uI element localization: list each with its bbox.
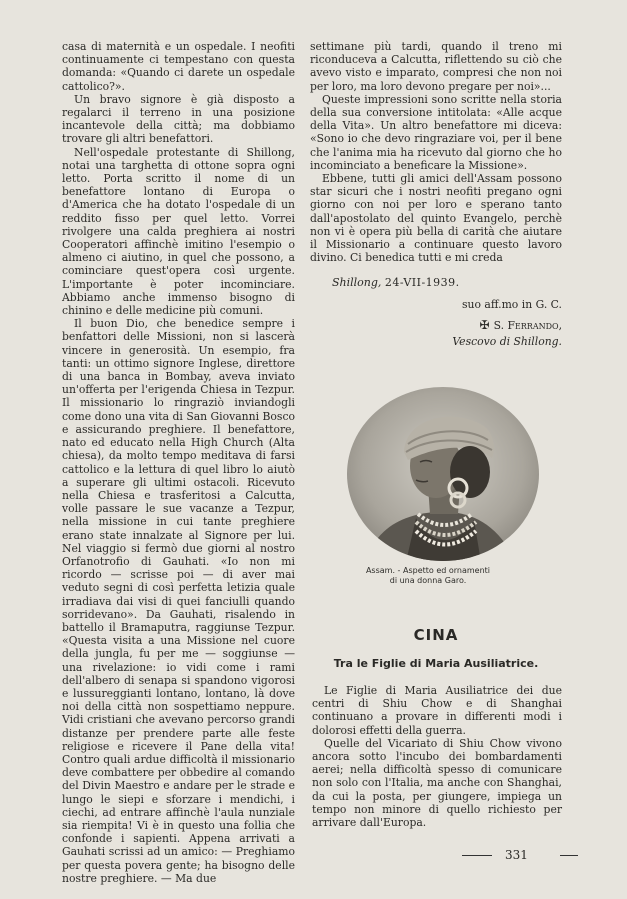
paragraph: Ebbene, tutti gli amici dell'Assam possono star sicuri che i nostri neofiti pregano ogni giorno con noi per loro e sperano tanto dall'apostolato del quinto Evangelo, perchè non vi è opera più bella di carità che aiutare il Missionario a continuare questo lavoro divino. Ci benedica tutti e mi creda <box>310 172 562 265</box>
signature-name: S. Ferrando, <box>493 318 562 332</box>
cross-icon: ✠ <box>479 317 490 332</box>
page-number: 331 <box>505 848 528 862</box>
paragraph: casa di maternità e un ospedale. I neofiti continuamente ci tempestano con questa domanda: «Quando ci darete un ospedale cattolico?». <box>62 40 295 93</box>
photo-caption <box>318 566 538 586</box>
place: Shillong, <box>332 276 382 290</box>
paragraph: Nell'ospedale protestante di Shillong, notai una targhetta di ottone sopra ogni letto. Porta scritto il nome di un benefattore lontano di Europa o d'America che ha dotato l'ospedale di un reddito fisso per quel letto. Vorrei rivolgere una calda preghiera ai nostri Cooperatori affinchè imitino l'esempio o almeno ci aiutino, in quel che possono, a cominciare quest'opera così urgente. L'importante è poter incominciare. Abbiamo anche immenso bisogno di chinino e delle medicine più comuni. <box>62 145 295 318</box>
section-subtitle: Tra le Figlie di Maria Ausiliatrice. <box>333 657 539 670</box>
paragraph: Quelle del Vicariato di Shiu Chow vivono ancora sotto l'incubo dei bombardamenti aerei; nella difficoltà spesso di comunicare non solo con l'Italia, ma anche con Shanghai, da cui la posta, per giungere, impiega un tempo non minore di quello richiesto per arrivare dall'Europa. <box>312 736 562 830</box>
paragraph: Un bravo signore è già disposto a regalarci il terreno in una posizione incantevole della città; ma dobbiamo trovare gli altri benefattori. <box>62 92 295 146</box>
ornament-dash <box>560 855 578 856</box>
closing: suo aff.mo in G. C. <box>461 297 562 311</box>
signature <box>310 319 562 332</box>
paragraph: settimane più tardi, quando il treno mi riconduceva a Calcutta, riflettendo su ciò che avevo visto e imparato, compresi che non noi per loro, ma loro devono pregare per noi»... <box>310 40 562 93</box>
date: 24-VII-1939. <box>384 276 460 290</box>
paragraph: Queste impressioni sono scritte nella storia della sua conversione intitolata: «Alle acque della Vita». Un altro benefattore mi diceva: «Sono io che devo ringraziare voi, per il bene che l'anima mia ha ricevuto dal giorno che ho incominciato a beneficare la Missione». <box>310 92 562 172</box>
portrait-photo <box>346 386 540 562</box>
right-column <box>310 40 562 348</box>
signature-title: Vescovo di Shillong. <box>452 335 562 349</box>
caption-line: Assam. - Aspetto ed ornamenti <box>365 566 491 575</box>
paragraph: Il buon Dio, che benedice sempre i benfattori delle Missioni, non si lascerà vincere in generosità. Un esempio, fra tanti: un ottimo signore Inglese, direttore di una banca in Bombay, aveva inviato un'offerta per l'erigenda Chiesa in Tezpur. Il missionario lo ringraziò inviandogli come dono una vita di San Giovanni Bosco e assicurando preghiere. Il benefattore, nato ed educato nella High Church (Alta chiesa), da molto tempo meditava di farsi cattolico e la lettura di quel libro lo aiutò a superare gli ultimi ostacoli. Ricevuto nella Chiesa e trasferitosi a Calcutta, volle passare le sue vacanze a Tezpur, nella missione in cui tante preghiere erano state innalzate al Signore per lui. Nel viaggio si fermò due giorni al nostro Orfanotrofio di Gauhati. «Io non mi ricordo — scrisse poi — di aver mai veduto segni di così perfetta letizia quale irradiava dai visi di quei fanciulli quando sorridevano». Da Gauhati, risalendo in battello il Bramaputra, raggiunse Tezpur. «Questa visita a una Missione nel cuore della jungla, fu per me — soggiunse — una rivelazione: io vidi come i rami dell'albero di senapa si spandono vigorosi e lussureggianti lontano, lontano, là dove noi della città non sospettiamo neppure. Vidi cristiani che avevano percorso grandi distanze per prendere parte alle feste religiose e ricevere il Pane della vita! Contro quali ardue difficoltà il missionario deve combattere per obbedire al comando del Divin Maestro e andare per le strade e lungo le siepi e sforzare i mendichi, i ciechi, ad entrare affinchè l'aula nunziale sia riempita! Vi è in questo una follia che confonde i sapienti. Appena arrivati a Gauhati scrissi ad un amico: — Preghiamo per questa povera gente; ha bisogno delle nostre preghiere. — Ma due <box>62 317 295 885</box>
caption-line: di una donna Garo. <box>389 576 467 585</box>
section-body <box>312 684 562 829</box>
signature-place-date <box>332 276 562 289</box>
left-column <box>62 40 295 885</box>
paragraph: Le Figlie di Maria Ausiliatrice dei due centri di Shiu Chow e di Shanghai continuano a provare in differenti modi i dolorosi effetti della guerra. <box>312 684 562 737</box>
section-title: CINA <box>413 626 459 644</box>
ornament-dash <box>462 855 492 856</box>
